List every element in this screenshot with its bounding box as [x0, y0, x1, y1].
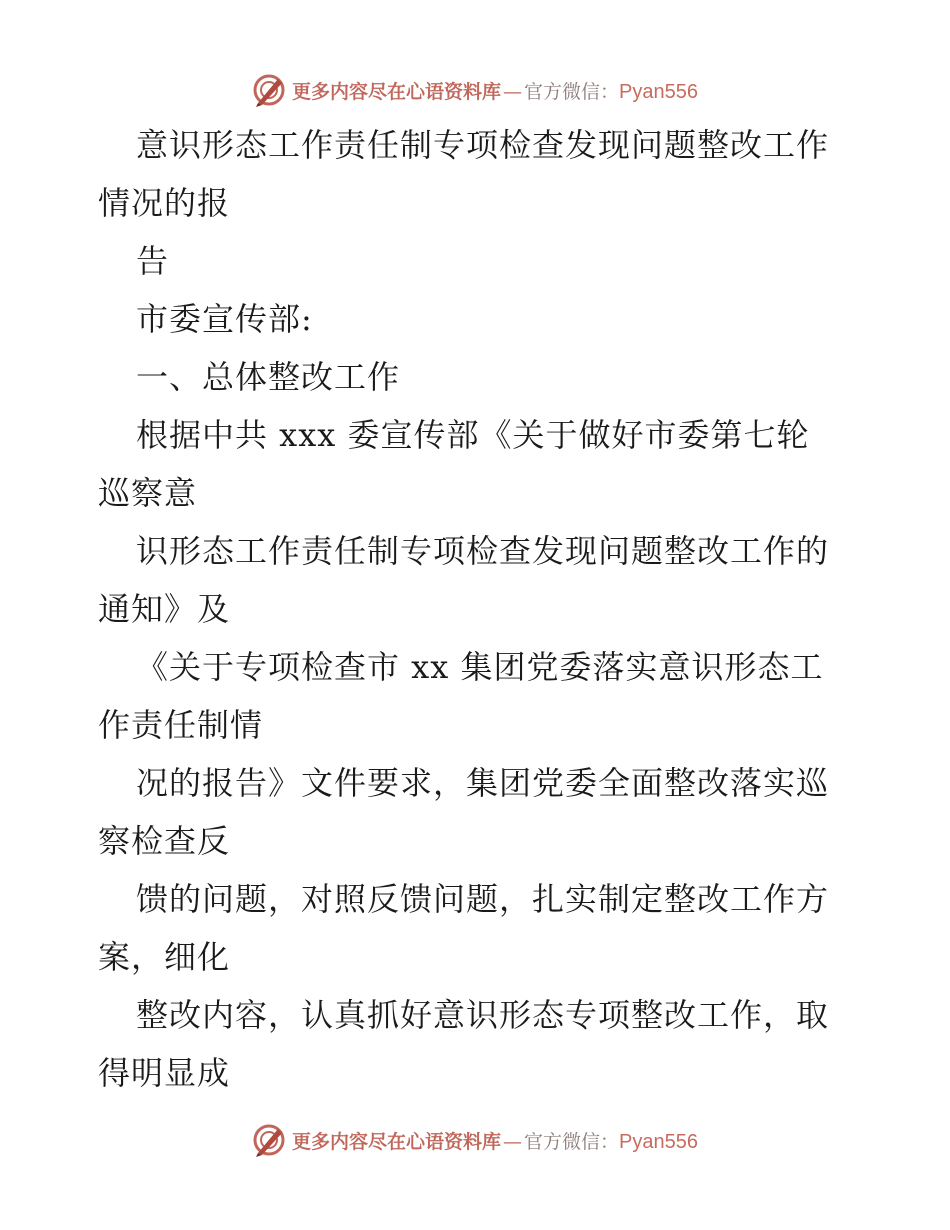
title-line-3: 告 [136, 242, 170, 280]
paragraph-line: 根据中共 xxx 委宣传部《关于做好市委第七轮 [136, 416, 810, 454]
paragraph-line: 得明显成 [98, 1054, 231, 1092]
paragraph-line: 案，细化 [98, 938, 231, 976]
paragraph-line: 通知》及 [98, 590, 231, 628]
paragraph-line: 馈的问题，对照反馈问题，扎实制定整改工作方 [136, 880, 830, 918]
footer-watermark-banner [0, 1120, 950, 1160]
banner-wechat-label: 官方微信： [524, 1130, 620, 1153]
paragraph-line: 况的报告》文件要求，集团党委全面整改落实巡 [136, 764, 830, 802]
pen-logo-icon [252, 73, 286, 107]
paragraph-line: 察检查反 [98, 822, 231, 860]
banner-wechat-label: 官方微信： [524, 80, 620, 103]
section-heading: 一、总体整改工作 [136, 358, 401, 396]
paragraph-line: 作责任制情 [98, 706, 264, 744]
paragraph-line: 整改内容，认真抓好意识形态专项整改工作，取 [136, 996, 830, 1034]
banner-main-text: 更多内容尽在心语资料库 [292, 80, 502, 103]
title-line-2: 情况的报 [98, 184, 231, 222]
banner-wechat-id: Pyan556 [619, 1130, 698, 1153]
banner-dash: — [503, 1130, 523, 1153]
banner-dash: — [503, 80, 523, 103]
addressee-line: 市委宣传部: [136, 300, 313, 338]
paragraph-line: 巡察意 [98, 474, 198, 512]
banner-wechat-id: Pyan556 [619, 80, 698, 103]
title-line-1: 意识形态工作责任制专项检查发现问题整改工作 [136, 126, 830, 164]
banner-main-text: 更多内容尽在心语资料库 [292, 1130, 502, 1153]
paragraph-line: 《关于专项检查市 xx 集团党委落实意识形态工 [136, 648, 824, 686]
header-watermark-banner [0, 70, 950, 110]
pen-logo-icon [252, 1123, 286, 1157]
paragraph-line: 识形态工作责任制专项检查发现问题整改工作的 [136, 532, 830, 570]
document-body [98, 116, 858, 1102]
